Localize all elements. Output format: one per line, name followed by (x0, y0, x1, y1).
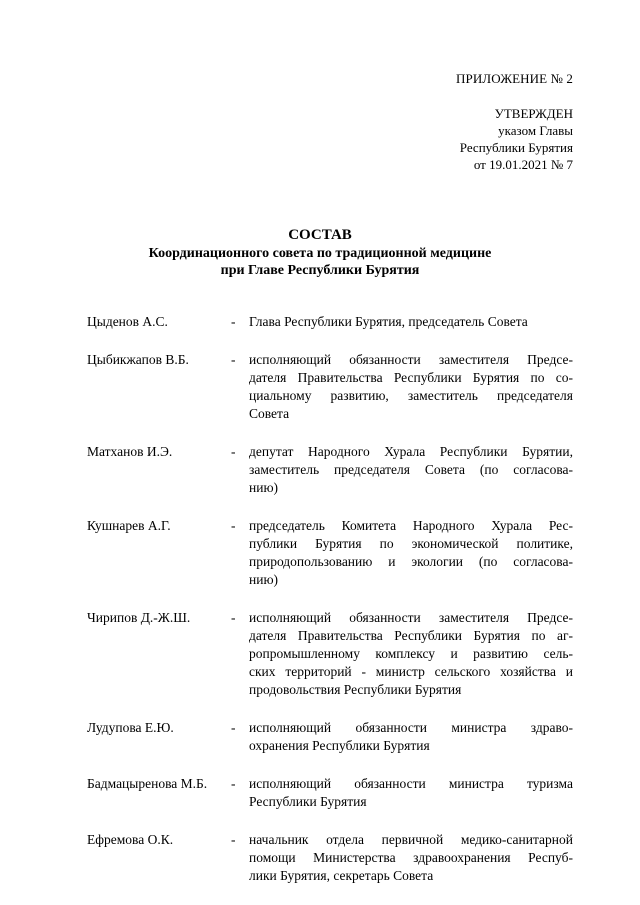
member-role-line: начальник отдела первичной медико-санитарной (249, 832, 573, 847)
member-dash: - (231, 720, 236, 735)
member-role-line: циальному развитию, заместитель председателя (249, 388, 573, 403)
member-name: Цыденов А.С. (87, 314, 168, 329)
member-row (87, 719, 573, 755)
member-row (87, 831, 573, 885)
member-role (249, 719, 573, 755)
member-row (87, 313, 573, 331)
member-dash: - (231, 610, 236, 625)
member-dash: - (231, 352, 236, 367)
member-role-line: публики Бурятия по экономической политике, (249, 536, 573, 551)
member-role-line: помощи Министерства здравоохранения Респуб- (249, 850, 573, 865)
approval-line-date: от 19.01.2021 № 7 (473, 157, 573, 172)
title-main: СОСТАВ (288, 227, 352, 243)
approval-line-approved: УТВЕРЖДЕН (494, 106, 573, 121)
member-row (87, 517, 573, 589)
member-role-line: Глава Республики Бурятия, председатель Совета (249, 314, 528, 329)
member-role (249, 775, 573, 811)
member-role-line: исполняющий обязанности министра здраво- (249, 720, 573, 735)
member-role-line: заместитель председателя Совета (по согласова- (249, 462, 573, 477)
member-role (249, 443, 573, 497)
member-role-line: дателя Правительства Республики Бурятия по аг- (249, 628, 573, 643)
member-role (249, 351, 573, 423)
member-row (87, 775, 573, 811)
document-title (0, 227, 640, 279)
approval-stamp-block (460, 105, 573, 173)
member-role-line: исполняющий обязанности заместителя Предсе- (249, 610, 573, 625)
member-dash: - (231, 444, 236, 459)
title-line-council: Координационного совета по традиционной медицине (148, 246, 492, 261)
member-role-line: нию) (249, 480, 279, 495)
member-role-line: исполняющий обязанности заместителя Предсе- (249, 352, 573, 367)
member-name: Бадмацыренова М.Б. (87, 776, 208, 791)
member-name: Лудупова Е.Ю. (87, 720, 174, 735)
member-role (249, 517, 573, 589)
member-dash: - (231, 314, 236, 329)
member-role-line: депутат Народного Хурала Республики Бурятии, (249, 444, 573, 459)
member-role-line: нию) (249, 572, 279, 587)
member-name: Ефремова О.К. (87, 832, 174, 847)
member-role (249, 313, 573, 331)
member-row (87, 609, 573, 699)
member-role-line: дателя Правительства Республики Бурятия по со- (249, 370, 573, 385)
member-dash: - (231, 776, 236, 791)
approval-line-decree: указом Главы (498, 123, 573, 138)
member-role-line: лики Бурятия, секретарь Совета (249, 868, 434, 883)
member-role-line: Республики Бурятия (249, 794, 367, 809)
member-role-line: продовольствия Республики Бурятия (249, 682, 462, 697)
title-line-head: при Главе Республики Бурятия (220, 263, 420, 278)
member-dash: - (231, 518, 236, 533)
member-row (87, 443, 573, 497)
member-name: Матханов И.Э. (87, 444, 173, 459)
members-list (87, 313, 573, 885)
member-name: Цыбикжапов В.Б. (87, 352, 189, 367)
member-row (87, 351, 573, 423)
member-name: Чирипов Д.-Ж.Ш. (87, 610, 191, 625)
approval-line-republic: Республики Бурятия (459, 140, 573, 155)
member-role (249, 831, 573, 885)
member-role-line: исполняющий обязанности министра туризма (249, 776, 573, 791)
member-role-line: ских территорий - министр сельского хозяйства и (249, 664, 573, 679)
member-role-line: охранения Республики Бурятия (249, 738, 430, 753)
member-name: Кушнарев А.Г. (87, 518, 171, 533)
member-role-line: председатель Комитета Народного Хурала Рес- (249, 518, 573, 533)
member-dash: - (231, 832, 236, 847)
appendix-label: ПРИЛОЖЕНИЕ № 2 (456, 71, 573, 86)
member-role-line: Совета (249, 406, 290, 421)
member-role-line: природопользованию и экологии (по согласова- (249, 554, 573, 569)
member-role (249, 609, 573, 699)
member-role-line: ропромышленному комплексу и развитию сель- (249, 646, 573, 661)
